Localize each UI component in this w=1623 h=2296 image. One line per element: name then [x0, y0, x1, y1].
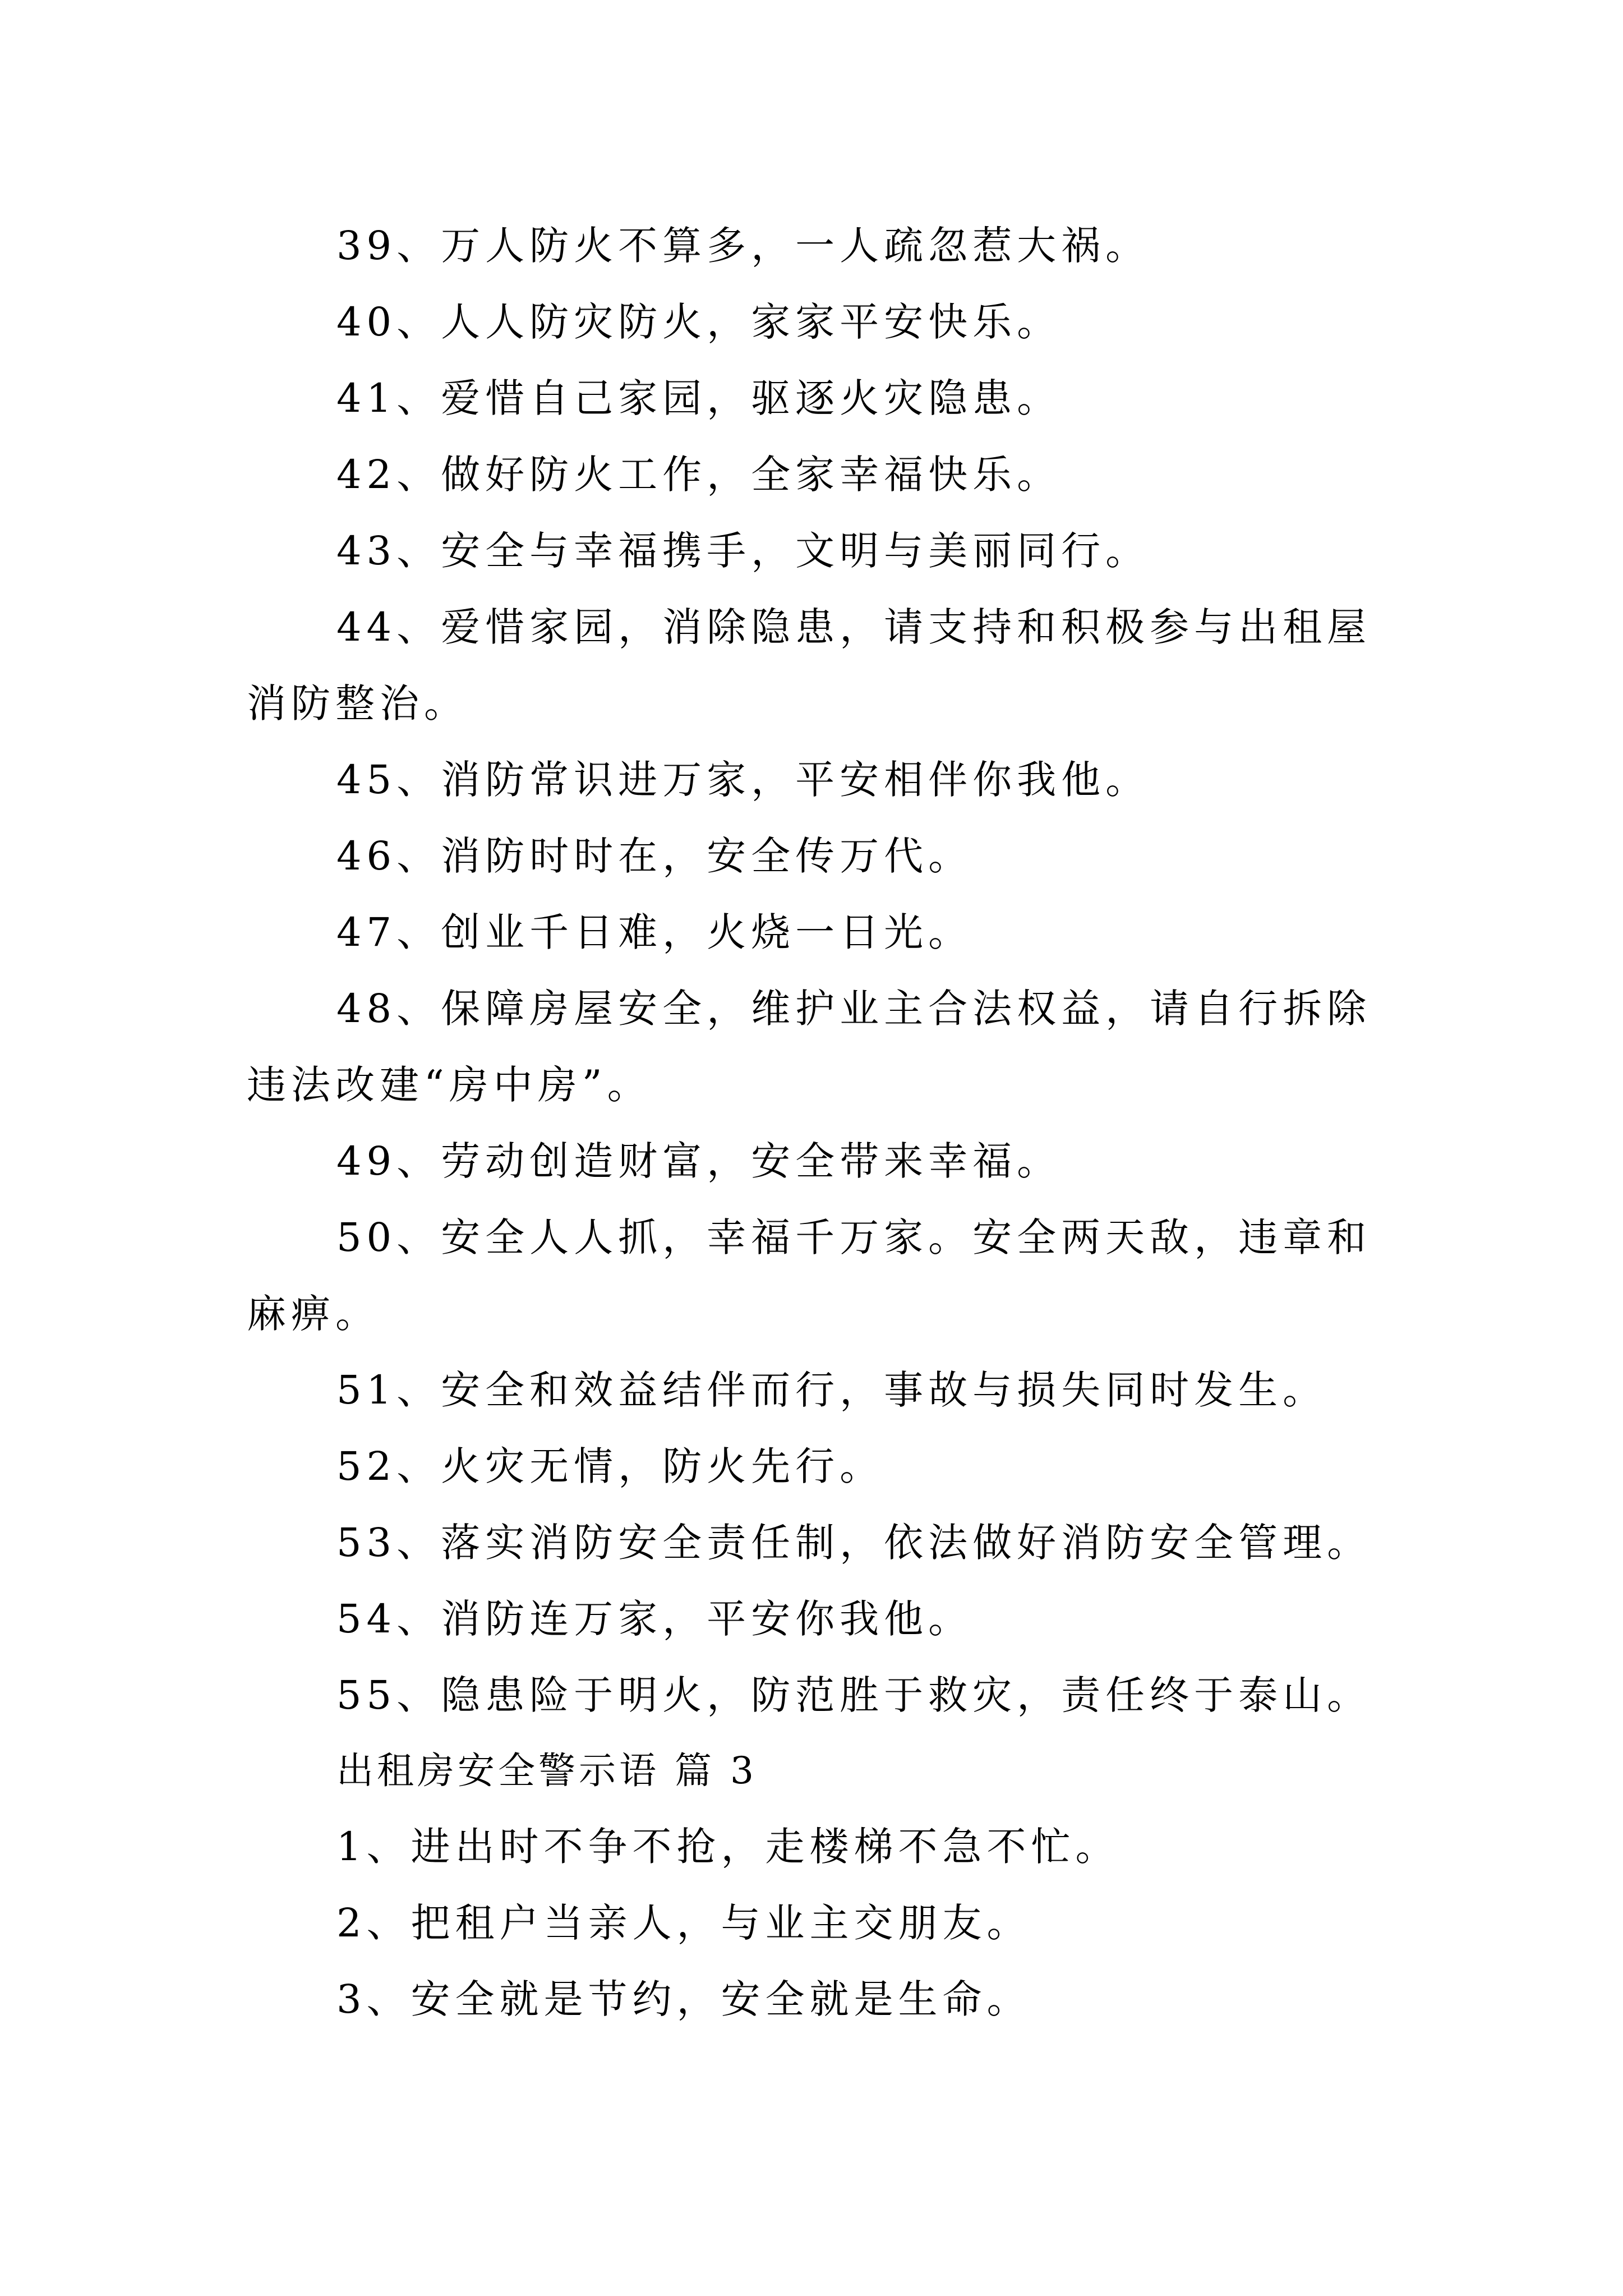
- slogan-39: 39、万人防火不算多，一人疏忽惹大祸。: [336, 223, 1150, 269]
- slogan-54: 54、消防连万家，平安你我他。: [336, 1596, 973, 1642]
- slogan-51: 51、安全和效益结伴而行，事故与损失同时发生。: [336, 1367, 1327, 1413]
- section-slogan-3: 3、安全就是节约，安全就是生命。: [336, 1976, 1031, 2022]
- document-body: [247, 208, 1380, 2037]
- slogan-40: 40、人人防灾防火，家家平安快乐。: [336, 299, 1062, 345]
- slogan-41: 41、爱惜自己家园，驱逐火灾隐患。: [336, 375, 1062, 421]
- slogan-44: 44、爱惜家园，消除隐患，请支持和积极参与出租屋消防整治。: [247, 604, 1372, 726]
- slogan-55: 55、隐患险于明火，防范胜于救灾，责任终于泰山。: [336, 1672, 1372, 1718]
- slogan-46: 46、消防时时在，安全传万代。: [336, 833, 973, 879]
- slogan-48: 48、保障房屋安全，维护业主合法权益，请自行拆除违法改建“房中房”。: [247, 986, 1372, 1108]
- section-heading: 出租房安全警示语 篇 3: [336, 1749, 757, 1792]
- slogan-50: 50、安全人人抓，幸福千万家。安全两天敌，违章和麻痹。: [247, 1214, 1372, 1337]
- slogan-53: 53、落实消防安全责任制，依法做好消防安全管理。: [336, 1520, 1372, 1566]
- section-slogan-2: 2、把租户当亲人，与业主交朋友。: [336, 1900, 1031, 1946]
- slogan-47: 47、创业千日难，火烧一日光。: [336, 909, 973, 955]
- section-slogan-1: 1、进出时不争不抢，走楼梯不急不忙。: [336, 1824, 1120, 1870]
- slogan-49: 49、劳动创造财富，安全带来幸福。: [336, 1138, 1062, 1184]
- slogan-42: 42、做好防火工作，全家幸福快乐。: [336, 452, 1062, 498]
- slogan-52: 52、火灾无情，防火先行。: [336, 1443, 884, 1489]
- slogan-43: 43、安全与幸福携手，文明与美丽同行。: [336, 528, 1150, 574]
- slogan-45: 45、消防常识进万家，平安相伴你我他。: [336, 757, 1150, 803]
